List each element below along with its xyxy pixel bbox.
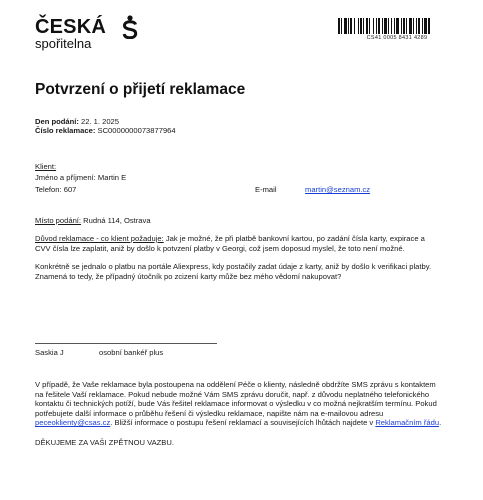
barcode-bar [401, 18, 402, 34]
notice-line1: V případě, že Vaše reklamace byla postoupena na oddělení Péče o klienty, následně obdržíte SMS zprávu s kontaktem [35, 380, 436, 389]
barcode-bar [416, 18, 417, 34]
barcode-bar [376, 18, 377, 34]
client-email-label: E-mail [255, 185, 277, 194]
barcode-bar [358, 18, 359, 34]
notice-line3: kontaktu či technických potíží, bude Vás řešitel reklamace informovat o výsledku v co možná nejkratším termínu. Pokud [35, 399, 437, 409]
reason-paragraph [35, 234, 455, 253]
care-email-link[interactable]: peceoklienty@csas.cz [35, 418, 111, 428]
reason-detail-line2: Znamená to tedy, že případný útočník po zcizení karty může bez mého vědomí nakupovat? [35, 271, 342, 281]
complaint-rules-link[interactable]: Reklamačním řádu [375, 418, 440, 428]
barcode-bar [382, 18, 383, 34]
barcode-bar [394, 18, 395, 34]
barcode-graphic [338, 18, 456, 34]
client-heading: Klient: [35, 162, 57, 171]
barcode-bar [403, 18, 405, 34]
complaint-number-value: SC0000000073877964 [97, 126, 176, 135]
client-name-row [35, 173, 126, 182]
barcode-bar [338, 18, 340, 34]
reason-detail-paragraph [35, 262, 455, 281]
notice-line4: potřebujete další informace o průběhu řešení či výsledku reklamace, napište nám na e-mailovou adresu [35, 408, 384, 418]
client-phone-value: 607 [63, 185, 77, 194]
barcode-bar [378, 18, 380, 34]
closing-text: DĚKUJEME ZA VAŠI ZPĚTNOU VAZBU. [35, 438, 174, 447]
complaint-number-row [35, 126, 176, 135]
barcode-bar [341, 18, 342, 34]
notice-line2: na řešitele Vaší reklamace. Pokud nebude možné Vám SMS zprávu doručit, např. z důvodu neplatného telefonického [35, 389, 430, 399]
barcode-bar [409, 18, 412, 34]
signature-name: Saskia J [35, 348, 64, 357]
brand-logo-icon [122, 15, 138, 39]
barcode-bar [363, 18, 364, 34]
barcode-bar [384, 18, 387, 34]
barcode-bar [350, 18, 352, 34]
barcode-bar [366, 18, 368, 34]
barcode-number: CS41 0005 8431 4289 [366, 35, 428, 41]
client-name-label: Jméno a příjmení: [35, 173, 96, 182]
barcode-bar [406, 18, 407, 34]
client-name-value: Martin E [97, 173, 127, 182]
reason-label: Důvod reklamace - co klient požaduje: [35, 234, 164, 243]
brand-logo-subtext: spořitelna [35, 36, 92, 51]
client-phone-label: Telefon: [35, 185, 62, 194]
signature-line [35, 343, 217, 344]
notice-line5-end: . [439, 418, 442, 428]
complaint-number-label: Číslo reklamace: [35, 126, 96, 135]
client-phone-row [35, 185, 76, 194]
barcode-bar [354, 18, 355, 34]
barcode-bar [344, 18, 347, 34]
reason-line2-text: CVV čísla lze zaplatit, aniž by došlo k potvzení platby v Georgi, což jsem doposud myslel, že toto není možné. [35, 243, 405, 253]
barcode-bar [418, 18, 420, 34]
signature-role: osobní bankéř plus [99, 348, 164, 357]
barcode-bar [373, 18, 374, 34]
barcode-bar [369, 18, 370, 34]
barcode-bar [396, 18, 399, 34]
barcode-bar [422, 18, 423, 34]
place-label: Místo podání: [35, 216, 82, 225]
client-email-link[interactable]: martin@seznam.cz [305, 185, 371, 194]
barcode-bar [360, 18, 362, 34]
filing-date-row [35, 117, 119, 126]
barcode-bar [428, 18, 430, 34]
reason-detail-line1: Konkrétně se jednalo o platbu na portále Aliexpress, kdy postačily zadat údaje z karty, aniž by došlo k verifikaci platby. [35, 262, 432, 271]
barcode-bar [348, 18, 349, 34]
place-value: Rudná 114, Ostrava [83, 216, 151, 225]
filing-date-label: Den podání: [35, 117, 79, 126]
notice-line5-text: . Bližší informace o postupu řešení reklamací a souvisejících lhůtách najdete v [110, 418, 376, 428]
barcode-bar [424, 18, 427, 34]
barcode-bar [391, 18, 392, 34]
document-title: Potvrzení o přijetí reklamace [35, 81, 246, 98]
barcode-bar [413, 18, 414, 34]
place-row [35, 216, 151, 225]
filing-date-value: 22. 1. 2025 [81, 117, 120, 126]
barcode-bar [388, 18, 389, 34]
reason-line1-text: Jak je možné, že při platbě bankovní kartou, po zadání čísla karty, expirace a [163, 234, 425, 243]
notice-paragraph [35, 380, 475, 428]
brand-logo-text: ČESKÁ [35, 16, 107, 38]
